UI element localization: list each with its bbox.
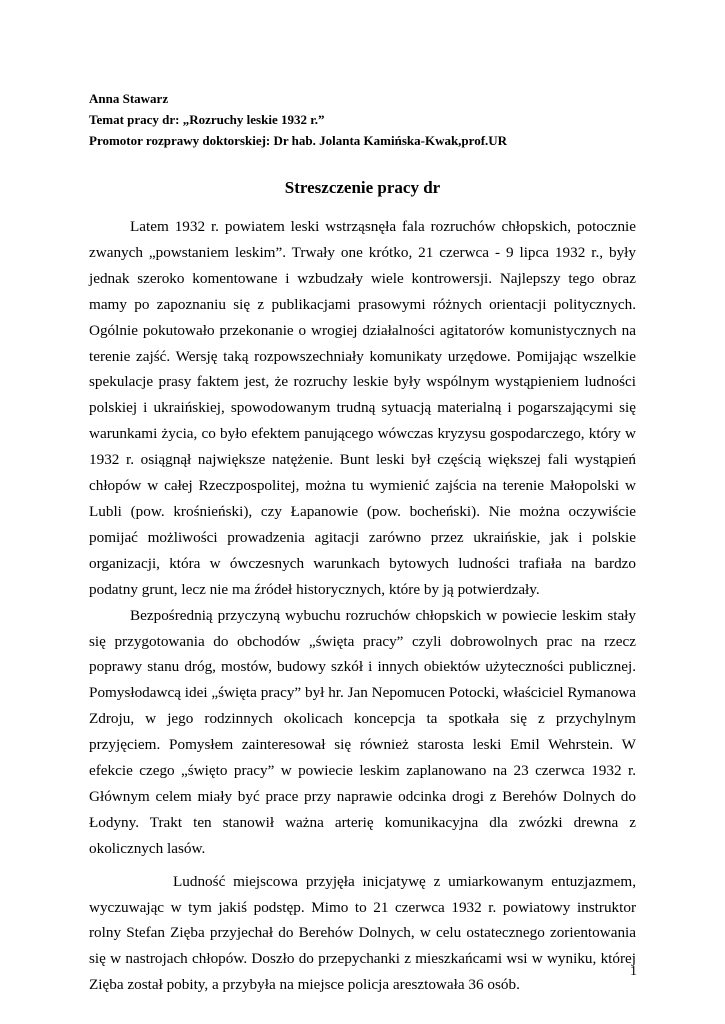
page-number: 1	[630, 964, 637, 979]
paragraph-2: Bezpośrednią przyczyną wybuchu rozruchów chłopskich w powiecie leskim stały się przygotowania do obchodów „święta pracy” czyli dobrowolnych prac na rzecz poprawy stanu dróg, mostów, budowy szkół i innych obiektów użyteczności publicznej. Pomysłodawcą idei „święta pracy” był hr. Jan Nepomucen Potocki, właściciel Rymanowa Zdroju, w jego rodzinnych okolicach koncepcja ta spotkała się z przychylnym przyjęciem. Pomysłem zainteresował się również starosta leski Emil Wehrstein. W efekcie czego „święto pracy” w powiecie leskim zaplanowano na 23 czerwca 1932 r. Głównym celem miały być prace przy naprawie odcinka drogi z Berehów Dolnych do Łodyny. Trakt ten stanowił ważna arterię komunikacyjna dla zwózki drewna z okolicznych lasów.	[89, 606, 636, 857]
thesis-promoter: Promotor rozprawy doktorskiej: Dr hab. Jolanta Kamińska-Kwak,prof.UR	[89, 133, 508, 148]
paragraph-1: Latem 1932 r. powiatem leski wstrząsnęła fala rozruchów chłopskich, potocznie zwanych „powstaniem leskim”. Trwały one krótko, 21 czerwca - 9 lipca 1932 r., były jednak szeroko komentowane i wzbudzały wiele kontrowersji. Najlepszy tego obraz mamy po zapoznaniu się z publikacjami prasowymi różnych orientacji politycznych. Ogólnie pokutowało przekonanie o wrogiej działalności agitatorów komunistycznych na terenie zajść. Wersję taką rozpowszechniały komunikaty urzędowe. Pomijając wszelkie spekulacje prasy faktem jest, że rozruchy leskie były wspólnym wystąpieniem ludności polskiej i ukraińskiej, spowodowanym trudną sytuacją materialną i pogarszającymi się warunkami życia, co było efektem panującego wówczas kryzysu gospodarczego, który w 1932 r. osiągnął największe natężenie. Bunt leski był częścią większej fali wystąpień chłopów w całej Rzeczpospolitej, można tu wymienić zajścia na terenie Małopolski w Lubli (pow. krośnieński), czy Łapanowie (pow. bocheński). Nie można oczywiście pomijać możliwości prowadzenia agitacji zarówno przez ukraińskie, jak i polskie organizacji, która w ówczesnych warunkach bytowych ludności trafiała na bardzo podatny grunt, lecz nie ma źródeł historycznych, które by ją potwierdzały.	[89, 218, 636, 598]
thesis-topic: Temat pracy dr: „Rozruchy leskie 1932 r.”	[89, 112, 325, 127]
page-title: Streszczenie pracy dr	[284, 178, 441, 197]
document-header	[89, 88, 669, 151]
author-name: Anna Stawarz	[89, 91, 169, 106]
document-body	[89, 214, 636, 998]
paragraph-3: Ludność miejscowa przyjęła inicjatywę z umiarkowanym entuzjazmem, wyczuwając w tym jakiś podstęp. Mimo to 21 czerwca 1932 r. powiatowy instruktor rolny Stefan Zięba przyjechał do Berehów Dolnych, w celu ostatecznego zorientowania się w nastrojach chłopów. Doszło do przepychanki z mieszkańcami wsi w wyniku, której Zięba został pobity, a przybyła na miejsce policja aresztowała 36 osób.	[89, 872, 636, 994]
